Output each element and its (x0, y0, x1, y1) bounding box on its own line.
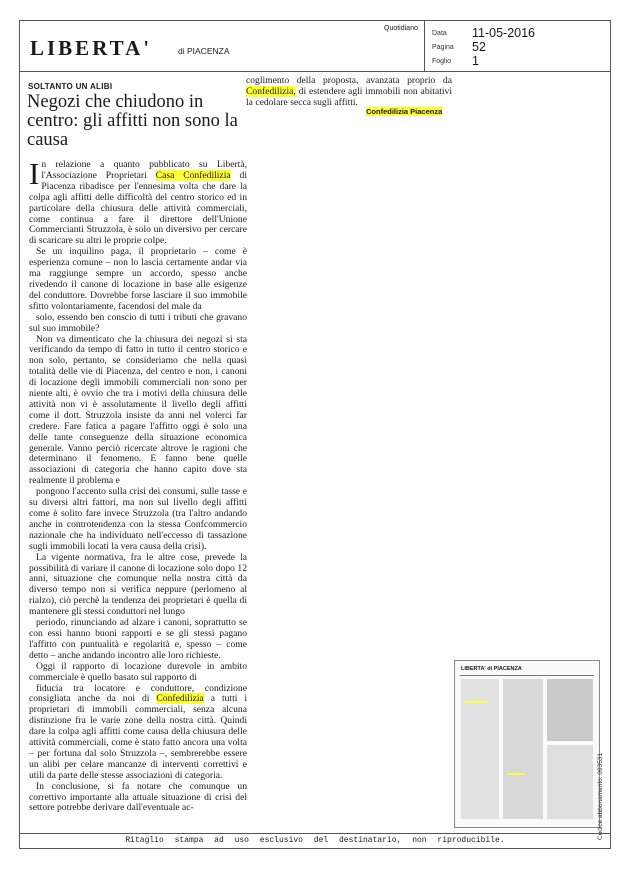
paragraph-2: Se un inquilino paga, il proprietario – come è esperienza comune – non lo lascia certamente andar via ma raggiunge sempre un accordo, spesso anche rivedendo il canone di locazione in base alle esigenze del conduttore. Dovrebbe forse lasciare il suo immobile sfitto volontariamente, facendosi del male da (29, 246, 247, 312)
page-value: 52 (472, 40, 486, 54)
continuation-text-a: coglimento della proposta, avanzata proprio da (246, 75, 452, 86)
paragraph-8: Oggi il rapporto di locazione durevole in ambito commerciale è quello basato sul rapporto di (29, 660, 247, 683)
thumb-highlight-2 (507, 773, 525, 775)
newspaper-logo-sub: di PIACENZA (178, 46, 230, 56)
continuation-text-b: di estendere agli immobili non abitativi la cedolare secca sugli affitti. (246, 85, 452, 108)
dropcap: I (29, 156, 40, 191)
paragraph-5: pongono l'accento sulla crisi dei consumi, sulle tasse e su diversi altri fattori, ma non sul livello degli affitti come è solito fare invece Struzzola (tra l'altro andando anche in controtendenza con la stessa Confcommercio nazionale che ha individuato nell'eccesso di tassazione sugli immobili locati la vera causa della crisi). (29, 486, 247, 552)
highlight-confedilizia: Confedilizia (156, 693, 204, 705)
paragraph-3: solo, essendo ben conscio di tutti i tributi che gravano sul suo immobile? (29, 311, 247, 334)
paragraph-9-text-a: fiducia tra locatore e conduttore, condizione consigliata anche da noi di (29, 682, 247, 705)
paragraph-7: periodo, rinunciando ad alzare i canoni, soprattutto se con essi hanno buoni rapporti e se gli stessi pagano l'affitto con puntualità e regolarità e, spesso – come detto – anche andando incontro alle loro richieste. (29, 617, 247, 661)
highlight-confedilizia-2: Confedilizia, (246, 85, 296, 97)
paragraph-1-text-a: n relazione a quanto pubblicato su Libertà, l'Associazione Proprietari (41, 159, 247, 181)
article-kicker: SOLTANTO UN ALIBI (28, 82, 113, 91)
thumbnail-title: LIBERTA' di PIACENZA (461, 666, 522, 672)
newspaper-logo: LIBERTA' (30, 36, 153, 60)
article-continuation (246, 76, 452, 109)
thumb-column-2 (503, 679, 543, 819)
highlight-casa-confedilizia: Casa Confedilizia (155, 169, 231, 181)
thumb-rule (460, 675, 594, 676)
thumb-column-4 (547, 745, 593, 819)
sheet-value: 1 (472, 54, 479, 68)
subscription-code: Codice abbonamento: 093531 (597, 752, 604, 840)
thumb-highlight-1 (465, 701, 487, 703)
thumb-column-3 (547, 679, 593, 741)
paragraph-6: La vigente normativa, fra le altre cose, prevede la possibilità di variare il canone di locazione solo dopo 12 anni, situazione che comunque nella nostra città da diverso tempo non si verifica neppure (perlomeno al rialzo), ciò perchè la tendenza dei proprietari è quella di mantenere gli stessi conduttori nel lungo (29, 551, 247, 618)
paragraph-1-text-b: di Piacenza ribadisce per l'ennesima volta che dare la colpa agli affitti delle difficoltà del centro storico ed in particolare della chiusura delle attività commerciali, come continua a fare il direttore dell'Unione Commercianti Struzzola, è solo un diversivo per cercare di scaricare su altri le proprie colpe. (29, 169, 247, 247)
article-body (29, 156, 248, 814)
date-label: Data (432, 30, 447, 37)
signature-text: Confedilizia Piacenza (366, 107, 443, 116)
publication-type: Quotidiano (384, 25, 418, 32)
page-thumbnail (454, 660, 600, 828)
paragraph-9 (29, 684, 247, 782)
paragraph-10: In conclusione, si fa notare che comunque un correttivo importante alla attuale situazione di crisi del settore potrebbe derivare dall'eventuale ac- (29, 780, 247, 814)
date-value: 11-05-2016 (472, 26, 536, 40)
page-label: Pagina (432, 44, 454, 51)
paragraph-4: Non va dimenticato che la chiusura dei negozi si sta verificando da tempo di fatto in tutto il centro storico e non solo, pertanto, se consideriamo che nella quasi totalità delle vie di Piacenza, del centro e non, i canoni di locazione degli immobili commerciali non sono per niente alti, è ovvio che tra i motivi della chiusura delle attività non vi è assolutamente il livello degli affitti come il dott. Struzzola insiste da anni nel volerci far credere. Fare fatica a pagare l'affitto oggi è solo una delle tante conseguenze della situazione economica generale. Vanno perciò ricercate altrove le ragioni che determinano il fenomeno. E fanno bene quelle associazioni di categoria che hanno capito dove sta realmente il problema e (29, 333, 247, 487)
footer-disclaimer: Ritaglio stampa ad uso esclusivo del destinatario, non riproducibile. (19, 833, 611, 849)
sheet-label: Foglio (432, 58, 452, 65)
paragraph-9-text-b: a tutti i proprietari di immobili commerciali, senza alcuna distinzione fra le varie zone della nostra città. Quindi dare la colpa agli affitti come causa della chiusura delle attività commerciali, come è stato fatto ancora una volta – per fortuna dal solo Struzzola –, sembrerebbe essere un alibi per celare mancanze di interventi correttivi e utili da parte delle stesse associazioni di categoria. (29, 693, 248, 781)
paragraph-1 (29, 156, 247, 247)
article-headline: Negozi che chiudono in centro: gli affitti non sono la causa (27, 92, 238, 150)
thumb-column-1 (461, 679, 499, 819)
article-signature (366, 107, 442, 116)
